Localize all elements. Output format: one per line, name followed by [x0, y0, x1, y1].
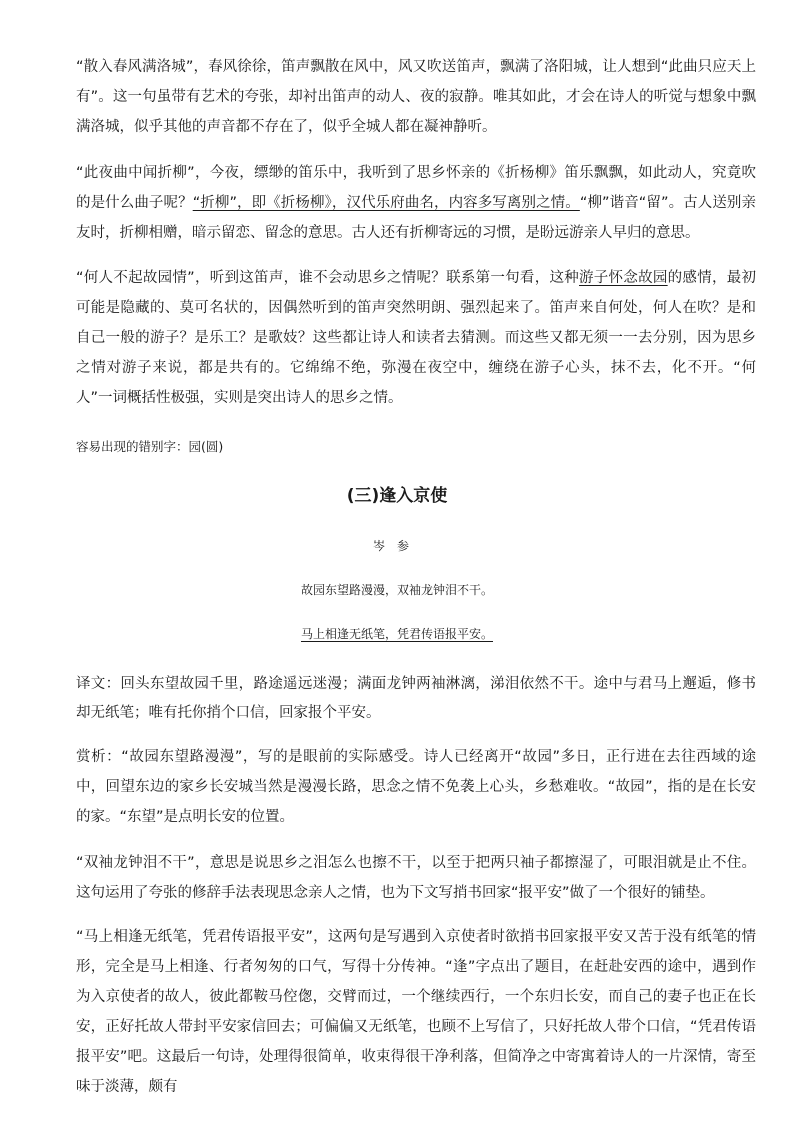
paragraph-zhe-liu: “此夜曲中闻折柳”，今夜，缥缈的笛乐中，我听到了思乡怀亲的《折杨柳》笛乐飘飘，如此动人，究竟吹的是什么曲子呢？“折柳”，即《折杨柳》，汉代乐府曲名，内容多写离别之情。“柳”谐音“留”。古人送别亲友时，折柳相赠，暗示留恋、留念的意思。古人还有折柳寄远的习惯，是盼远游亲人早归的意思。	[76, 165, 756, 241]
underlined-you-zi-phrase: 游子怀念故园	[579, 270, 668, 286]
paragraph-gu-yuan-qing: “何人不起故园情”，听到这笛声，谁不会动思乡之情呢？联系第一句看，这种游子怀念故园的感情，最初可能是隐藏的、莫可名状的，因偶然听到的笛声突然明朗、强烈起来了。笛声来自何处，何人在吹？是和自己一般的游子？是乐工？是歌妓？这些都让诗人和读者去猜测。而这些又都无须一一去分别，因为思乡之情对游子来说，都是共有的。它绵绵不绝，弥漫在夜空中，缠绕在游子心头，抹不去，化不开。“何人”一词概括性极强，实则是突出诗人的思乡之情。	[76, 270, 757, 406]
poem-line-2: 马上相逢无纸笔，凭君传语报平安。	[300, 627, 493, 641]
appreciation-p2: “双袖龙钟泪不干”，意思是说思乡之泪怎么也擦不干，以至于把两只袖子都擦湿了，可眼泪就是止不住。这句运用了夸张的修辞手法表现思念亲人之情，也为下文写捎书回家“报平安”做了一个很好的铺垫。	[76, 855, 756, 901]
underlined-zhe-liu-note: “折柳”，即《折杨柳》，汉代乐府曲名，内容多写离别之情。	[192, 195, 580, 211]
poem-author: 岑参	[372, 539, 421, 553]
section-title: (三)逢入京使	[346, 486, 448, 506]
typo-note: 容易出现的错别字：园(圆)	[76, 439, 224, 454]
translation-label: 译文：	[76, 676, 121, 692]
poem-line-1: 故园东望路漫漫，双袖龙钟泪不干。	[300, 583, 493, 597]
appreciation-p3: “马上相逢无纸笔，凭君传语报平安”，这两句是写遇到入京使者时欲捎书回家报平安又苦于没有纸笔的情形，完全是马上相逢、行者匆匆的口气，写得十分传神。“逢”字点出了题目，在赶赴安西的途中，遇到作为入京使者的故人，彼此都鞍马倥偬，交臂而过，一个继续西行，一个东归长安，而自己的妻子也正在长安，正好托故人带封平安家信回去；可偏偏又无纸笔，也顾不上写信了，只好托故人带个口信，“凭君传语报平安”吧。这最后一句诗，处理得很简单，收束得很干净利落，但简净之中寄寓着诗人的一片深情，寄至味于淡薄，颇有	[76, 929, 756, 1095]
appreciation-label: 赏析：	[76, 749, 122, 765]
translation: 译文：回头东望故园千里，路途遥远迷漫；满面龙钟两袖淋漓，涕泪依然不干。途中与君马上邂逅，修书却无纸笔；唯有托你捎个口信，回家报个平安。	[76, 676, 757, 721]
paragraph-san-ru-chun-feng: “散入春风满洛城”，春风徐徐，笛声飘散在风中，风又吹送笛声，飘满了洛阳城，让人想到“此曲只应天上有”。这一句虽带有艺术的夸张，却衬出笛声的动人、夜的寂静。唯其如此，才会在诗人的听觉与想象中飘满洛城，似乎其他的声音都不存在了，似乎全城人都在凝神静听。	[76, 59, 756, 135]
appreciation-p1: 赏析：“故园东望路漫漫”，写的是眼前的实际感受。诗人已经离开“故园”多日，正行进在去往西域的途中，回望东边的家乡长安城当然是漫漫长路，思念之情不免袭上心头，乡愁难收。“故园”，指的是在长安的家。“东望”是点明长安的位置。	[76, 749, 757, 825]
